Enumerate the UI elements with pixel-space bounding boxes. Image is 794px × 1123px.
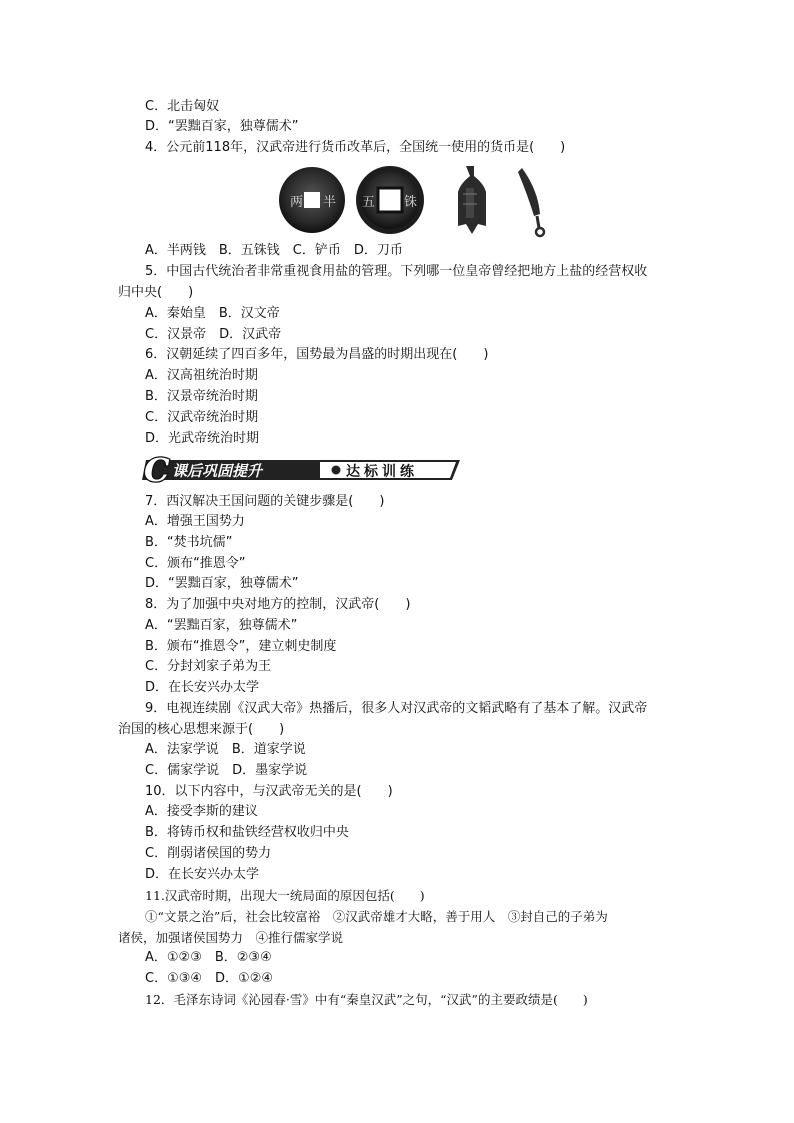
question-5: 5．中国古代统治者非常重视食用盐的管理。下列哪一位皇帝曾经把地方上盐的经营权收 (145, 264, 648, 279)
question-9: 9．电视连续剧《汉武大帝》热播后，很多人对汉武帝的文韬武略有了基本了解。汉武帝 (145, 701, 648, 716)
options-q4: A．半两钱 B．五铢钱 C．铲币 D．刀币 (145, 243, 403, 258)
banner-subtitle: 达标训练 (346, 464, 418, 480)
option-c-q6: C．汉武帝统治时期 (145, 410, 259, 425)
banliang-left-char: 两 (290, 195, 304, 210)
banner-dot (332, 466, 341, 475)
option-b-q10: B．将铸币权和盐铁经营权收归中央 (145, 825, 349, 840)
option-d-q3: D．“罢黜百家，独尊儒术” (145, 119, 299, 134)
option-a-q10: A．接受李斯的建议 (145, 804, 258, 819)
question-11: 11.汉武帝时期，出现大一统局面的原因包括( ) (145, 888, 425, 903)
option-a-q7: A．增强王国势力 (145, 514, 245, 529)
option-a-q8: A．“罢黜百家，独尊儒术” (145, 618, 298, 633)
question-9-cont: 治国的核心思想来源于( ) (118, 722, 285, 737)
spade-coin-image (458, 166, 486, 234)
wuzhu-left-char: 五 (362, 195, 376, 210)
coin-illustrations (278, 160, 568, 240)
option-d-q8: D．在长安兴办太学 (145, 680, 260, 695)
option-b-q7: B．“焚书坑儒” (145, 535, 233, 550)
option-b-q6: B．汉景帝统治时期 (145, 389, 258, 404)
question-8: 8．为了加强中央对地方的控制，汉武帝( ) (145, 597, 411, 612)
banliang-coin-image (279, 167, 345, 233)
options-q9-cd: C．儒家学说 D．墨家学说 (145, 763, 308, 778)
question-4: 4．公元前118年，汉武帝进行货币改革后，全国统一使用的货币是( ) (145, 140, 566, 155)
options-q11-ab: A．①②③ B．②③④ (145, 950, 272, 965)
option-a-q6: A．汉高祖统治时期 (145, 368, 258, 383)
banner-title: 课后巩固提升 (172, 462, 263, 480)
option-d-q10: D．在长安兴办太学 (145, 867, 260, 882)
options-q5-ab: A．秦始皇 B．汉文帝 (145, 306, 280, 321)
question-6: 6．汉朝延续了四百多年，国势最为昌盛的时期出现在( ) (145, 347, 489, 362)
option-b-q8: B．颁布“推恩令”，建立刺史制度 (145, 639, 337, 654)
question-7: 7．西汉解决王国问题的关键步骤是( ) (145, 494, 385, 509)
wuzhu-right-char: 铢 (404, 195, 418, 210)
banner-initial-letter: C (144, 453, 170, 485)
question-11-items: ①“文景之治”后，社会比较富裕 ②汉武帝雄才大略，善于用人 ③封自己的子弟为 (145, 909, 608, 924)
section-banner (120, 453, 462, 485)
knife-coin-image (518, 168, 544, 236)
question-10: 10．以下内容中，与汉武帝无关的是( ) (145, 784, 393, 799)
option-c-q10: C．削弱诸侯国的势力 (145, 846, 272, 861)
option-d-q7: D．“罢黜百家，独尊儒术” (145, 576, 299, 591)
options-q11-cd: C．①③④ D．①②④ (145, 971, 274, 986)
question-11-items-cont: 诸侯，加强诸侯国势力 ④推行儒家学说 (118, 930, 344, 945)
option-c-q7: C．颁布“推恩令” (145, 556, 246, 571)
wuzhu-coin-image (356, 166, 424, 234)
question-12: 12．毛泽东诗词《沁园春·雪》中有“秦皇汉武”之句，“汉武”的主要政绩是( ) (145, 992, 588, 1007)
option-c-q8: C．分封刘家子弟为王 (145, 659, 272, 674)
option-c-q3: C．北击匈奴 (145, 99, 220, 114)
options-q9-ab: A．法家学说 B．道家学说 (145, 742, 306, 757)
option-d-q6: D．光武帝统治时期 (145, 431, 260, 446)
question-5-cont: 归中央( ) (118, 285, 194, 300)
banliang-right-char: 半 (323, 195, 337, 210)
options-q5-cd: C．汉景帝 D．汉武帝 (145, 327, 282, 342)
